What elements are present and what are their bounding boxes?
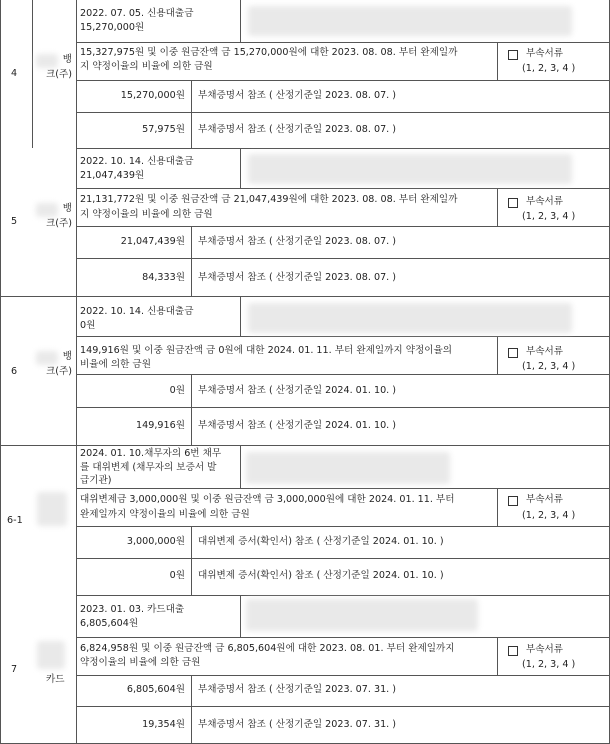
attachment-checkbox[interactable] — [508, 496, 518, 506]
loan-origin: 2022. 10. 14. 신용대출금 — [80, 156, 194, 167]
attachment-numbers: (1, 2, 3, 4 ) — [522, 361, 576, 372]
interest-note: 부채증명서 참조 ( 산정기준일 2024. 01. 10. ) — [198, 420, 397, 431]
redacted-detail — [248, 6, 572, 36]
claim-description: 21,131,772원 및 이중 원금잔액 금 21,047,439원에 대한 2023. 08. 08. 부터 완제일까 — [80, 194, 458, 205]
redacted-creditor-name — [37, 492, 67, 526]
redacted-detail — [246, 599, 478, 631]
principal-amount: 15,270,000원 — [120, 90, 185, 101]
principal-note: 부채증명서 참조 ( 산정기준일 2023. 08. 07. ) — [198, 90, 397, 101]
interest-amount: 0원 — [169, 570, 185, 581]
claim-description-cont: 약정이율의 비율에 의한 금원 — [80, 657, 201, 668]
attachment-numbers: (1, 2, 3, 4 ) — [522, 659, 576, 670]
claim-description: 15,327,975원 및 이중 원금잔액 금 15,270,000원에 대한 2023. 08. 08. 부터 완제일까 — [80, 47, 458, 58]
claim-description: 149,916원 및 이중 원금잔액 금 0원에 대한 2024. 01. 11. 부터 완제일까지 약정이율의 — [80, 345, 453, 356]
attachment-numbers: (1, 2, 3, 4 ) — [522, 211, 576, 222]
redacted-detail — [248, 303, 572, 333]
loan-amount: 6,805,604원 — [80, 618, 139, 629]
interest-note: 대위변제 증서(확인서) 참조 ( 산정기준일 2024. 01. 10. ) — [198, 570, 444, 581]
attachment-checkbox[interactable] — [508, 646, 518, 656]
row-number: 7 — [11, 664, 18, 675]
redacted-detail — [246, 452, 450, 484]
redacted-detail — [248, 154, 572, 184]
principal-amount: 6,805,604원 — [126, 684, 185, 695]
attachment-label: 부속서류 — [526, 494, 564, 505]
row-number: 6-1 — [7, 515, 23, 526]
row-number: 6 — [11, 366, 18, 377]
claim-description-cont: 완제일까지 약정이율의 비율에 의한 금원 — [80, 509, 250, 520]
principal-amount: 3,000,000원 — [126, 536, 185, 547]
loan-origin: 2024. 01. 10.채무자의 6번 채무 — [80, 448, 222, 459]
attachment-label: 부속서류 — [526, 48, 564, 59]
principal-amount: 0원 — [169, 385, 185, 396]
principal-note: 부채증명서 참조 ( 산정기준일 2024. 01. 10. ) — [198, 385, 397, 396]
creditor-name-suffix: 뱅 크(주) — [45, 351, 72, 377]
attachment-label: 부속서류 — [526, 346, 564, 357]
creditor-name-suffix: 뱅 크(주) — [45, 203, 72, 229]
row-number: 4 — [11, 68, 18, 79]
attachment-checkbox[interactable] — [508, 50, 518, 60]
attachment-label: 부속서류 — [526, 644, 564, 655]
loan-description-cont: 급기관) — [80, 475, 112, 486]
claim-description: 대위변제금 3,000,000원 및 이중 원금잔액 금 3,000,000원에 대한 2024. 01. 11. 부터 — [80, 494, 455, 505]
principal-note: 부채증명서 참조 ( 산정기준일 2023. 07. 31. ) — [198, 684, 397, 695]
interest-amount: 149,916원 — [136, 420, 185, 431]
interest-amount: 57,975원 — [142, 124, 185, 135]
principal-note: 대위변제 증서(확인서) 참조 ( 산정기준일 2024. 01. 10. ) — [198, 536, 444, 547]
claim-description-cont: 비율에 의한 금원 — [80, 359, 151, 370]
loan-origin: 2022. 10. 14. 신용대출금 — [80, 306, 194, 317]
attachment-checkbox[interactable] — [508, 348, 518, 358]
attachment-checkbox[interactable] — [508, 198, 518, 208]
loan-origin: 2023. 01. 03. 카드대출 — [80, 604, 185, 615]
interest-note: 부채증명서 참조 ( 산정기준일 2023. 08. 07. ) — [198, 124, 397, 135]
attachment-numbers: (1, 2, 3, 4 ) — [522, 510, 576, 521]
creditor-name-suffix: 카드 — [46, 674, 65, 685]
claim-description-cont: 지 약정이율의 비율에 의한 금원 — [80, 61, 213, 72]
loan-amount: 21,047,439원 — [80, 170, 145, 181]
creditor-name-suffix: 뱅 크(주) — [45, 54, 72, 80]
attachment-label: 부속서류 — [526, 196, 564, 207]
interest-note: 부채증명서 참조 ( 산정기준일 2023. 07. 31. ) — [198, 719, 397, 730]
loan-description: 를 대위변제 (채무자의 보증서 발 — [80, 462, 217, 473]
claim-description: 6,824,958원 및 이중 원금잔액 금 6,805,604원에 대한 2023. 08. 01. 부터 완제일까지 — [80, 643, 455, 654]
principal-amount: 21,047,439원 — [120, 236, 185, 247]
loan-origin: 2022. 07. 05. 신용대출금 — [80, 8, 194, 19]
principal-note: 부채증명서 참조 ( 산정기준일 2023. 08. 07. ) — [198, 236, 397, 247]
interest-note: 부채증명서 참조 ( 산정기준일 2023. 08. 07. ) — [198, 272, 397, 283]
interest-amount: 84,333원 — [142, 272, 185, 283]
loan-amount: 0원 — [80, 320, 96, 331]
redacted-creditor-name — [37, 641, 65, 669]
attachment-numbers: (1, 2, 3, 4 ) — [522, 63, 576, 74]
interest-amount: 19,354원 — [142, 719, 185, 730]
claim-description-cont: 지 약정이율의 비율에 의한 금원 — [80, 209, 213, 220]
loan-amount: 15,270,000원 — [80, 22, 145, 33]
row-number: 5 — [11, 216, 18, 227]
